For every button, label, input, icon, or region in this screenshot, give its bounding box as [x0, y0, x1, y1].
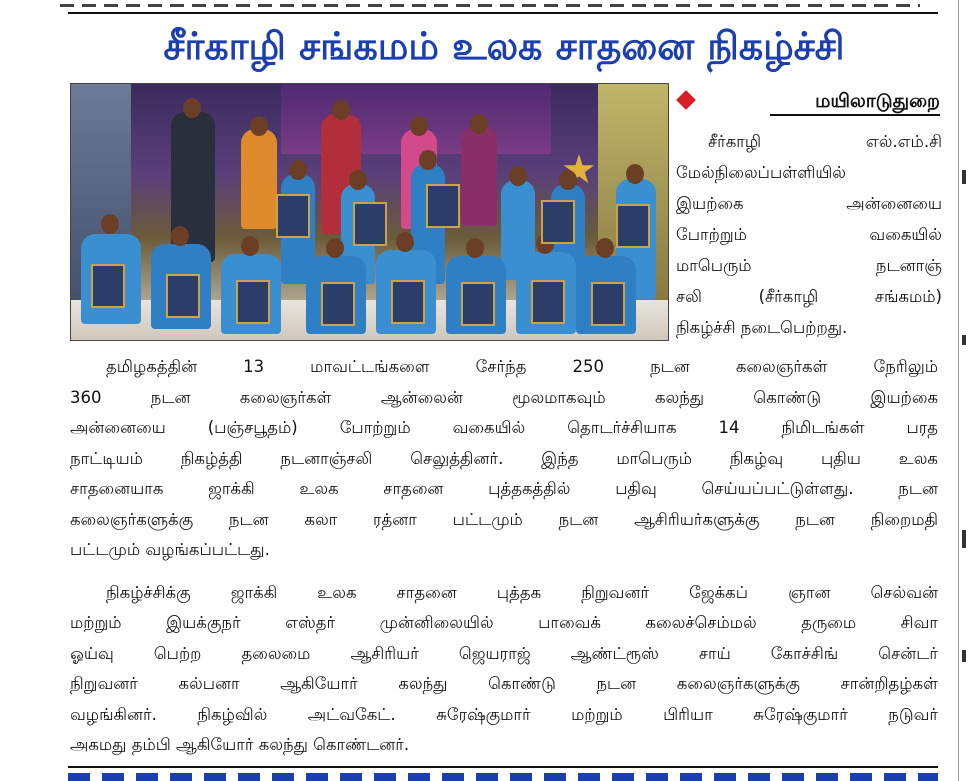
body-line: தமிழகத்தின் 13 மாவட்டங்களை சேர்ந்த 250 நடன கலைஞர்கள் நேரிலும்	[106, 357, 938, 376]
side-line: மாபெரும் நடனாஞ்	[676, 256, 942, 275]
previous-article-fragment	[60, 0, 920, 8]
body-line: அன்னையை (பஞ்சபூதம்) போற்றும் வகையில் தொடர்ச்சியாக 14 நிமிடங்கள் பரத	[70, 418, 938, 437]
bottom-rule	[68, 766, 938, 768]
body-line: ஓய்வு பெற்ற தலைமை ஆசிரியர் ஜெயராஜ் ஆண்ட்ரூஸ் சாய் கோச்சிங் சென்டர்	[70, 643, 938, 663]
side-line: சலி (சீர்காழி சங்கமம்)	[676, 287, 942, 306]
next-article-fragment	[68, 770, 938, 781]
body-line: அகமது தம்பி ஆகியோர் கலந்து கொண்டனர்.	[70, 735, 410, 754]
side-line: மேல்நிலைப்பள்ளியில்	[676, 163, 846, 182]
body-line: சாதனையாக ஜாக்கி உலக சாதனை புத்தகத்தில் பதிவு செய்யப்பட்டுள்ளது. நடன	[70, 479, 938, 498]
paragraph-2	[70, 578, 938, 761]
body-line: நாட்டியம் நிகழ்த்தி நடனாஞ்சலி செலுத்தினர். இந்த மாபெரும் நிகழ்வு புதிய உலக	[70, 448, 938, 468]
headline: சீர்காழி சங்கமம் உலக சாதனை நிகழ்ச்சி	[163, 24, 845, 68]
dateline: மயிலாடுதுறை	[770, 88, 940, 116]
side-column-text	[676, 126, 942, 343]
top-rule	[68, 12, 938, 14]
body-line: 360 நடன கலைஞர்கள் ஆன்லைன் மூலமாகவும் கலந்து கொண்டு இயற்கை	[70, 387, 938, 407]
side-line: நிகழ்ச்சி நடைபெற்றது.	[676, 318, 848, 337]
diamond-icon	[676, 90, 696, 110]
side-line: போற்றும் வகையில்	[676, 225, 942, 244]
body-line: நிகழ்ச்சிக்கு ஜாக்கி உலக சாதனை புத்தக நிறுவனர் ஜேக்கப் ஞான செல்வன்	[106, 582, 938, 602]
paragraph-1	[70, 352, 938, 566]
side-line: சீர்காழி எல்.எம்.சி	[708, 132, 942, 151]
body-line: பட்டமும் வழங்கப்பட்டது.	[70, 540, 270, 559]
body-line: நிறுவனர் கல்பனா ஆகியோர் கலந்து கொண்டு நடன கலைஞர்களுக்கு சான்றிதழ்கள்	[70, 674, 938, 693]
body-line: வழங்கினர். நிகழ்வில் அட்வகேட். சுரேஷ்குமார் மற்றும் பிரியா சுரேஷ்குமார் நடுவர்	[70, 704, 938, 724]
body-line: மற்றும் இயக்குநர் எஸ்தர் முன்னிலையில் பாவைக் கலைச்செம்மல் தருமை சிவா	[70, 613, 938, 632]
article-body	[70, 352, 938, 773]
body-line: கலைஞர்களுக்கு நடன கலா ரத்னா பட்டமும் நடன ஆசிரியர்களுக்கு நடன நிறைமதி	[70, 509, 938, 529]
adjacent-column-edge	[958, 0, 969, 781]
event-photo	[70, 83, 669, 341]
side-line: இயற்கை அன்னையை	[676, 194, 942, 213]
